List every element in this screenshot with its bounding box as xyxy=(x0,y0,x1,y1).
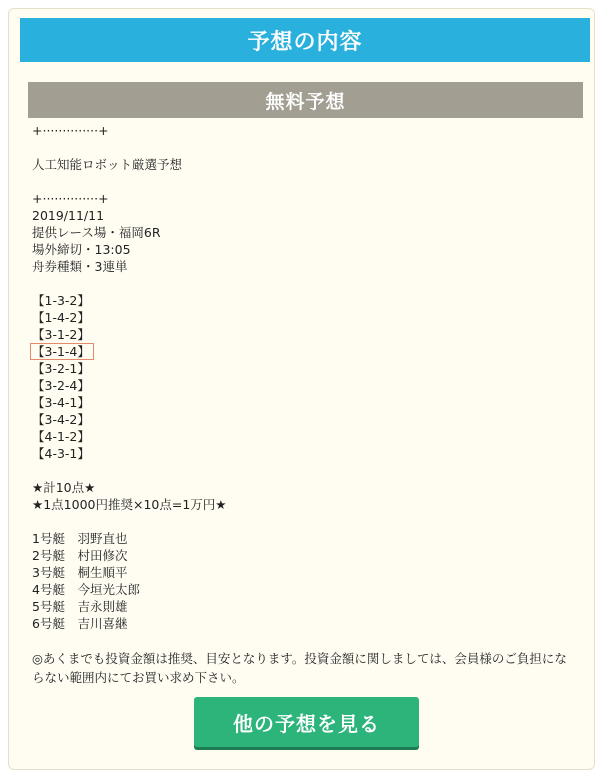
combination-item: 【4-3-1】 xyxy=(32,446,90,461)
combination-item: 【3-1-2】 xyxy=(32,327,90,342)
combination-item: 【1-3-2】 xyxy=(32,293,90,308)
boat-entry: 5号艇 吉永則雄 xyxy=(32,599,128,614)
race-venue: 提供レース場・福岡6R xyxy=(32,225,161,240)
ticket-type: 舟券種類・3連単 xyxy=(32,259,128,274)
combination-item-highlighted: 【3-1-4】 xyxy=(30,343,94,360)
boat-entry: 3号艇 桐生順平 xyxy=(32,565,128,580)
investment-note: ◎あくまでも投資金額は推奨、目安となります。投資金額に関しましては、会員様のご負担にならない範囲内にてお買い求め下さい。 xyxy=(32,651,567,685)
combination-item: 【4-1-2】 xyxy=(32,429,90,444)
deadline: 場外締切・13:05 xyxy=(32,242,131,257)
section-title: 無料予想 xyxy=(28,82,583,118)
combination-item: 【3-4-1】 xyxy=(32,395,90,410)
boat-entry: 6号艇 吉川喜継 xyxy=(32,616,128,631)
separator-top: +··············+ xyxy=(32,123,109,138)
boat-entry: 4号艇 今垣光太郎 xyxy=(32,582,140,597)
page-title: 予想の内容 xyxy=(20,18,590,62)
combination-item: 【3-2-4】 xyxy=(32,378,90,393)
boat-entry: 1号艇 羽野直也 xyxy=(32,531,128,546)
recommended-bet: ★1点1000円推奨×10点=1万円★ xyxy=(32,497,227,512)
prediction-content xyxy=(32,122,577,687)
headline: 人工知能ロボット厳選予想 xyxy=(32,157,183,172)
separator-mid: +··············+ xyxy=(32,191,109,206)
combination-item: 【3-4-2】 xyxy=(32,412,90,427)
race-date: 2019/11/11 xyxy=(32,208,105,223)
total-points: ★計10点★ xyxy=(32,480,96,495)
combination-item: 【3-2-1】 xyxy=(32,361,90,376)
combination-item: 【1-4-2】 xyxy=(32,310,90,325)
view-other-predictions-button[interactable]: 他の予想を見る xyxy=(194,697,419,747)
boat-entry: 2号艇 村田修次 xyxy=(32,548,128,563)
